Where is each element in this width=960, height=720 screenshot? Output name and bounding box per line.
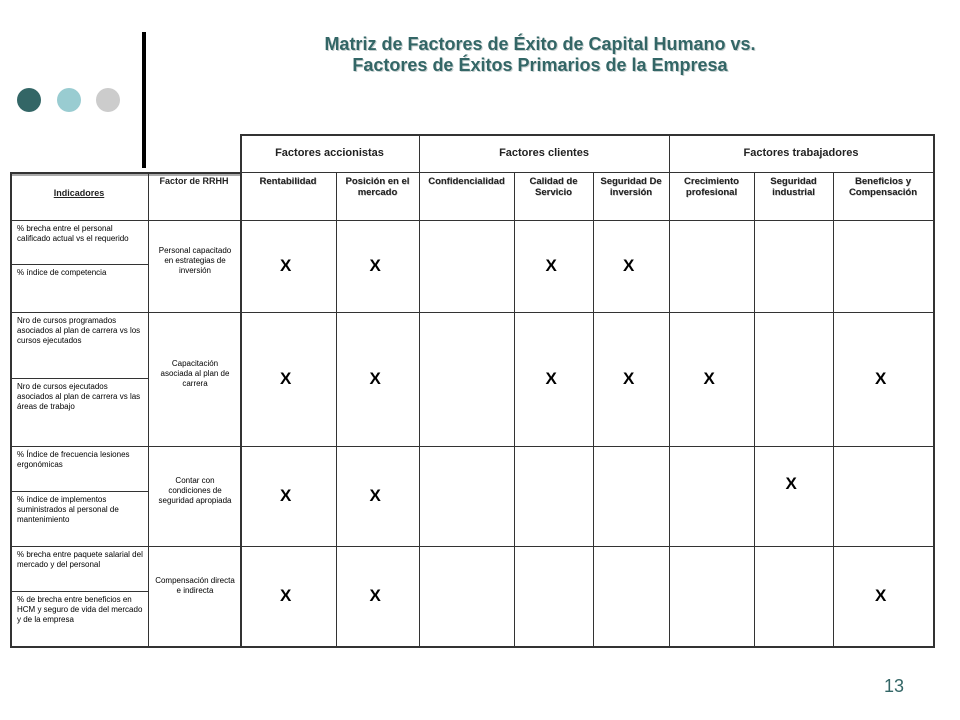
table-grid-line [10, 264, 148, 265]
mark-x: X [785, 474, 797, 493]
column-header: Rentabilidad [259, 176, 317, 187]
table-grid-line [933, 134, 935, 648]
group-header: Factores accionistas [275, 147, 384, 159]
factor-text: Personal capacitado en estrategias de inversión [158, 246, 232, 275]
indicator-text: % índice de implementos suministrados al personal de mantenimiento [17, 495, 119, 524]
column-header: Seguridad industrial [770, 176, 817, 198]
slide-number: 13 [883, 676, 904, 696]
group-header: Factores clientes [499, 147, 589, 159]
decor-dot-gray [96, 88, 120, 112]
table-grid-line [593, 172, 594, 648]
table-grid-line [240, 172, 935, 173]
table-grid-line [336, 172, 337, 648]
mark-x: X [703, 369, 715, 388]
factor-header: Factor de RRHH [159, 176, 229, 186]
mark-x: X [623, 256, 635, 275]
mark-x: X [280, 369, 292, 388]
indicator-text: % índice de competencia [17, 268, 107, 277]
group-header: Factores trabajadores [743, 147, 859, 159]
decor-vertical-bar [142, 32, 146, 168]
indicator-text: % Índice de frecuencia lesiones ergonómicas [17, 450, 130, 469]
column-header: Calidad de Servicio [529, 176, 578, 198]
mark-x: X [280, 586, 292, 605]
table-grid-line [10, 591, 148, 592]
table-grid-line [419, 134, 420, 648]
mark-x: X [545, 256, 557, 275]
column-header: Beneficios y Compensación [848, 176, 918, 198]
table-grid-line [10, 491, 148, 492]
mark-x: X [369, 486, 381, 505]
mark-x: X [280, 486, 292, 505]
mark-x: X [875, 586, 887, 605]
factor-text: Contar con condiciones de seguridad apropiada [158, 476, 232, 505]
column-header: Confidencialidad [428, 176, 505, 187]
mark-x: X [545, 369, 557, 388]
indicators-header: Indicadores [53, 188, 105, 198]
table-grid-line [10, 172, 240, 174]
indicator-text: Nro de cursos programados asociados al plan de carrera vs los cursos ejecutados [17, 316, 141, 345]
slide-title-line1: Matriz de Factores de Éxito de Capital Humano vs. [324, 34, 756, 54]
table-grid-line [240, 134, 935, 136]
factor-text: Compensación directa e indirecta [155, 576, 235, 595]
indicator-text: % brecha entre paquete salarial del mercado y del personal [17, 550, 143, 569]
indicator-text: % brecha entre el personal calificado actual vs el requerido [17, 224, 129, 243]
decor-dot-light [57, 88, 81, 112]
mark-x: X [280, 256, 292, 275]
column-header: Posición en el mercado [345, 176, 410, 198]
mark-x: X [623, 369, 635, 388]
table-grid-line [833, 172, 834, 648]
indicator-text: % de brecha entre beneficios en HCM y seguro de vida del mercado y de la empresa [17, 595, 143, 624]
mark-x: X [369, 586, 381, 605]
mark-x: X [875, 369, 887, 388]
column-header: Seguridad De inversión [600, 176, 662, 198]
mark-x: X [369, 369, 381, 388]
table-grid-line [754, 172, 755, 648]
column-header: Crecimiento profesional [684, 176, 739, 198]
table-grid-line [669, 134, 670, 648]
table-grid-line [148, 172, 149, 648]
table-grid-line [10, 378, 148, 379]
indicator-text: Nro de cursos ejecutados asociados al plan de carrera vs las áreas de trabajo [17, 382, 141, 411]
slide-title [180, 34, 900, 76]
factor-text: Capacitación asociada al plan de carrera [160, 359, 230, 388]
decor-dot-dark [17, 88, 41, 112]
table-grid-line [514, 172, 515, 648]
mark-x: X [369, 256, 381, 275]
slide-title-line2: Factores de Éxitos Primarios de la Empresa [352, 55, 728, 75]
table-grid-line [10, 172, 12, 648]
